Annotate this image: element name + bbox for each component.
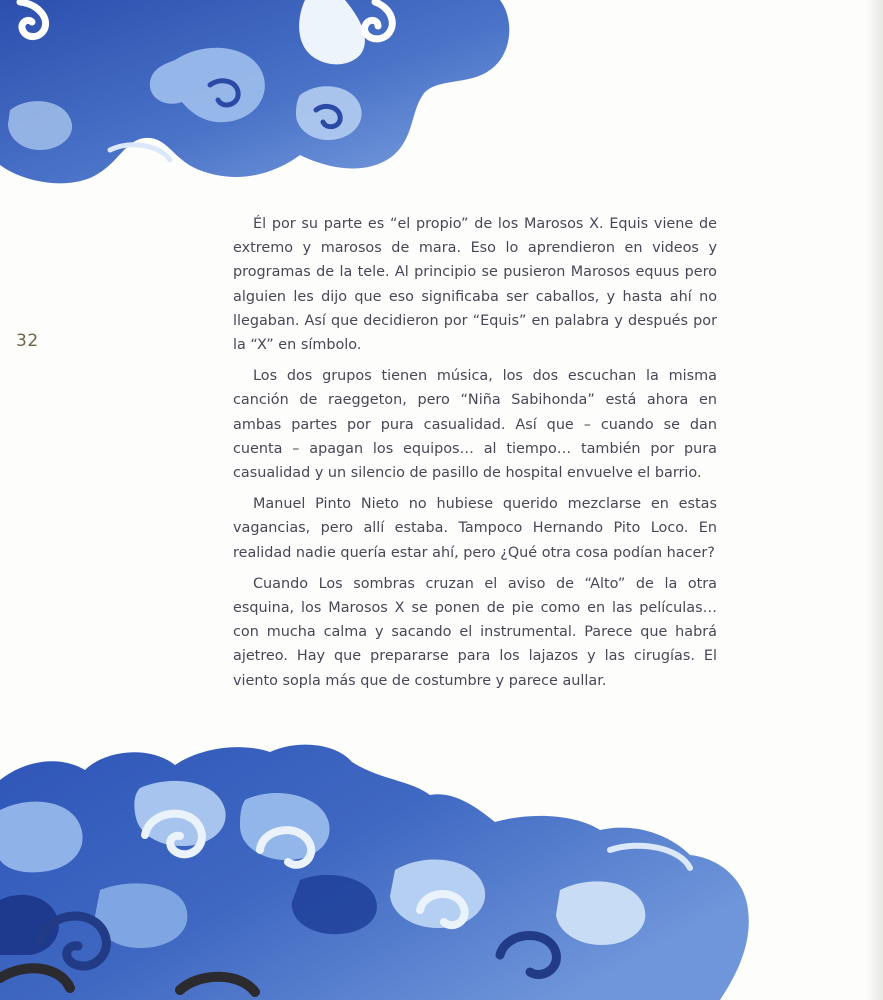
page-number: 32 <box>16 331 39 351</box>
page-gutter-shadow <box>865 0 883 1000</box>
body-text <box>233 212 717 702</box>
top-cloud-illustration <box>0 0 520 190</box>
paragraph: Manuel Pinto Nieto no hubiese querido mezclarse en estas vagancias, pero allí estaba. Tampoco Hernando Pito Loco. En realidad nadie quería estar ahí, pero ¿Qué otra cosa podían hacer? <box>233 496 717 561</box>
bottom-cloud-illustration <box>0 740 865 1000</box>
paragraph: Cuando Los sombras cruzan el aviso de “Alto” de la otra esquina, los Marosos X se ponen de pie como en las películas… con mucha calma y sacando el instrumental. Parece que habrá ajetreo. Hay que prepararse para los lajazos y las cirugías. El viento sopla más que de costumbre y parece aullar. <box>233 575 717 689</box>
paragraph: Los dos grupos tienen música, los dos escuchan la misma canción de raeggeton, pero “Niña Sabihonda” está ahora en ambas partes por pura casualidad. Así que – cuando se dan cuenta – apagan los equipos… al tiempo… también por pura casualidad y un silencio de pasillo de hospital envuelve el barrio. <box>233 368 717 482</box>
paragraph: Él por su parte es “el propio” de los Marosos X. Equis viene de extremo y marosos de mara. Eso lo aprendieron en videos y programas de la tele. Al principio se pusieron Marosos equus pero alguien les dijo que eso significaba ser caballos, y hasta ahí no llegaban. Así que decidieron por “Equis” en palabra y después por la “X” en símbolo. <box>233 216 717 354</box>
